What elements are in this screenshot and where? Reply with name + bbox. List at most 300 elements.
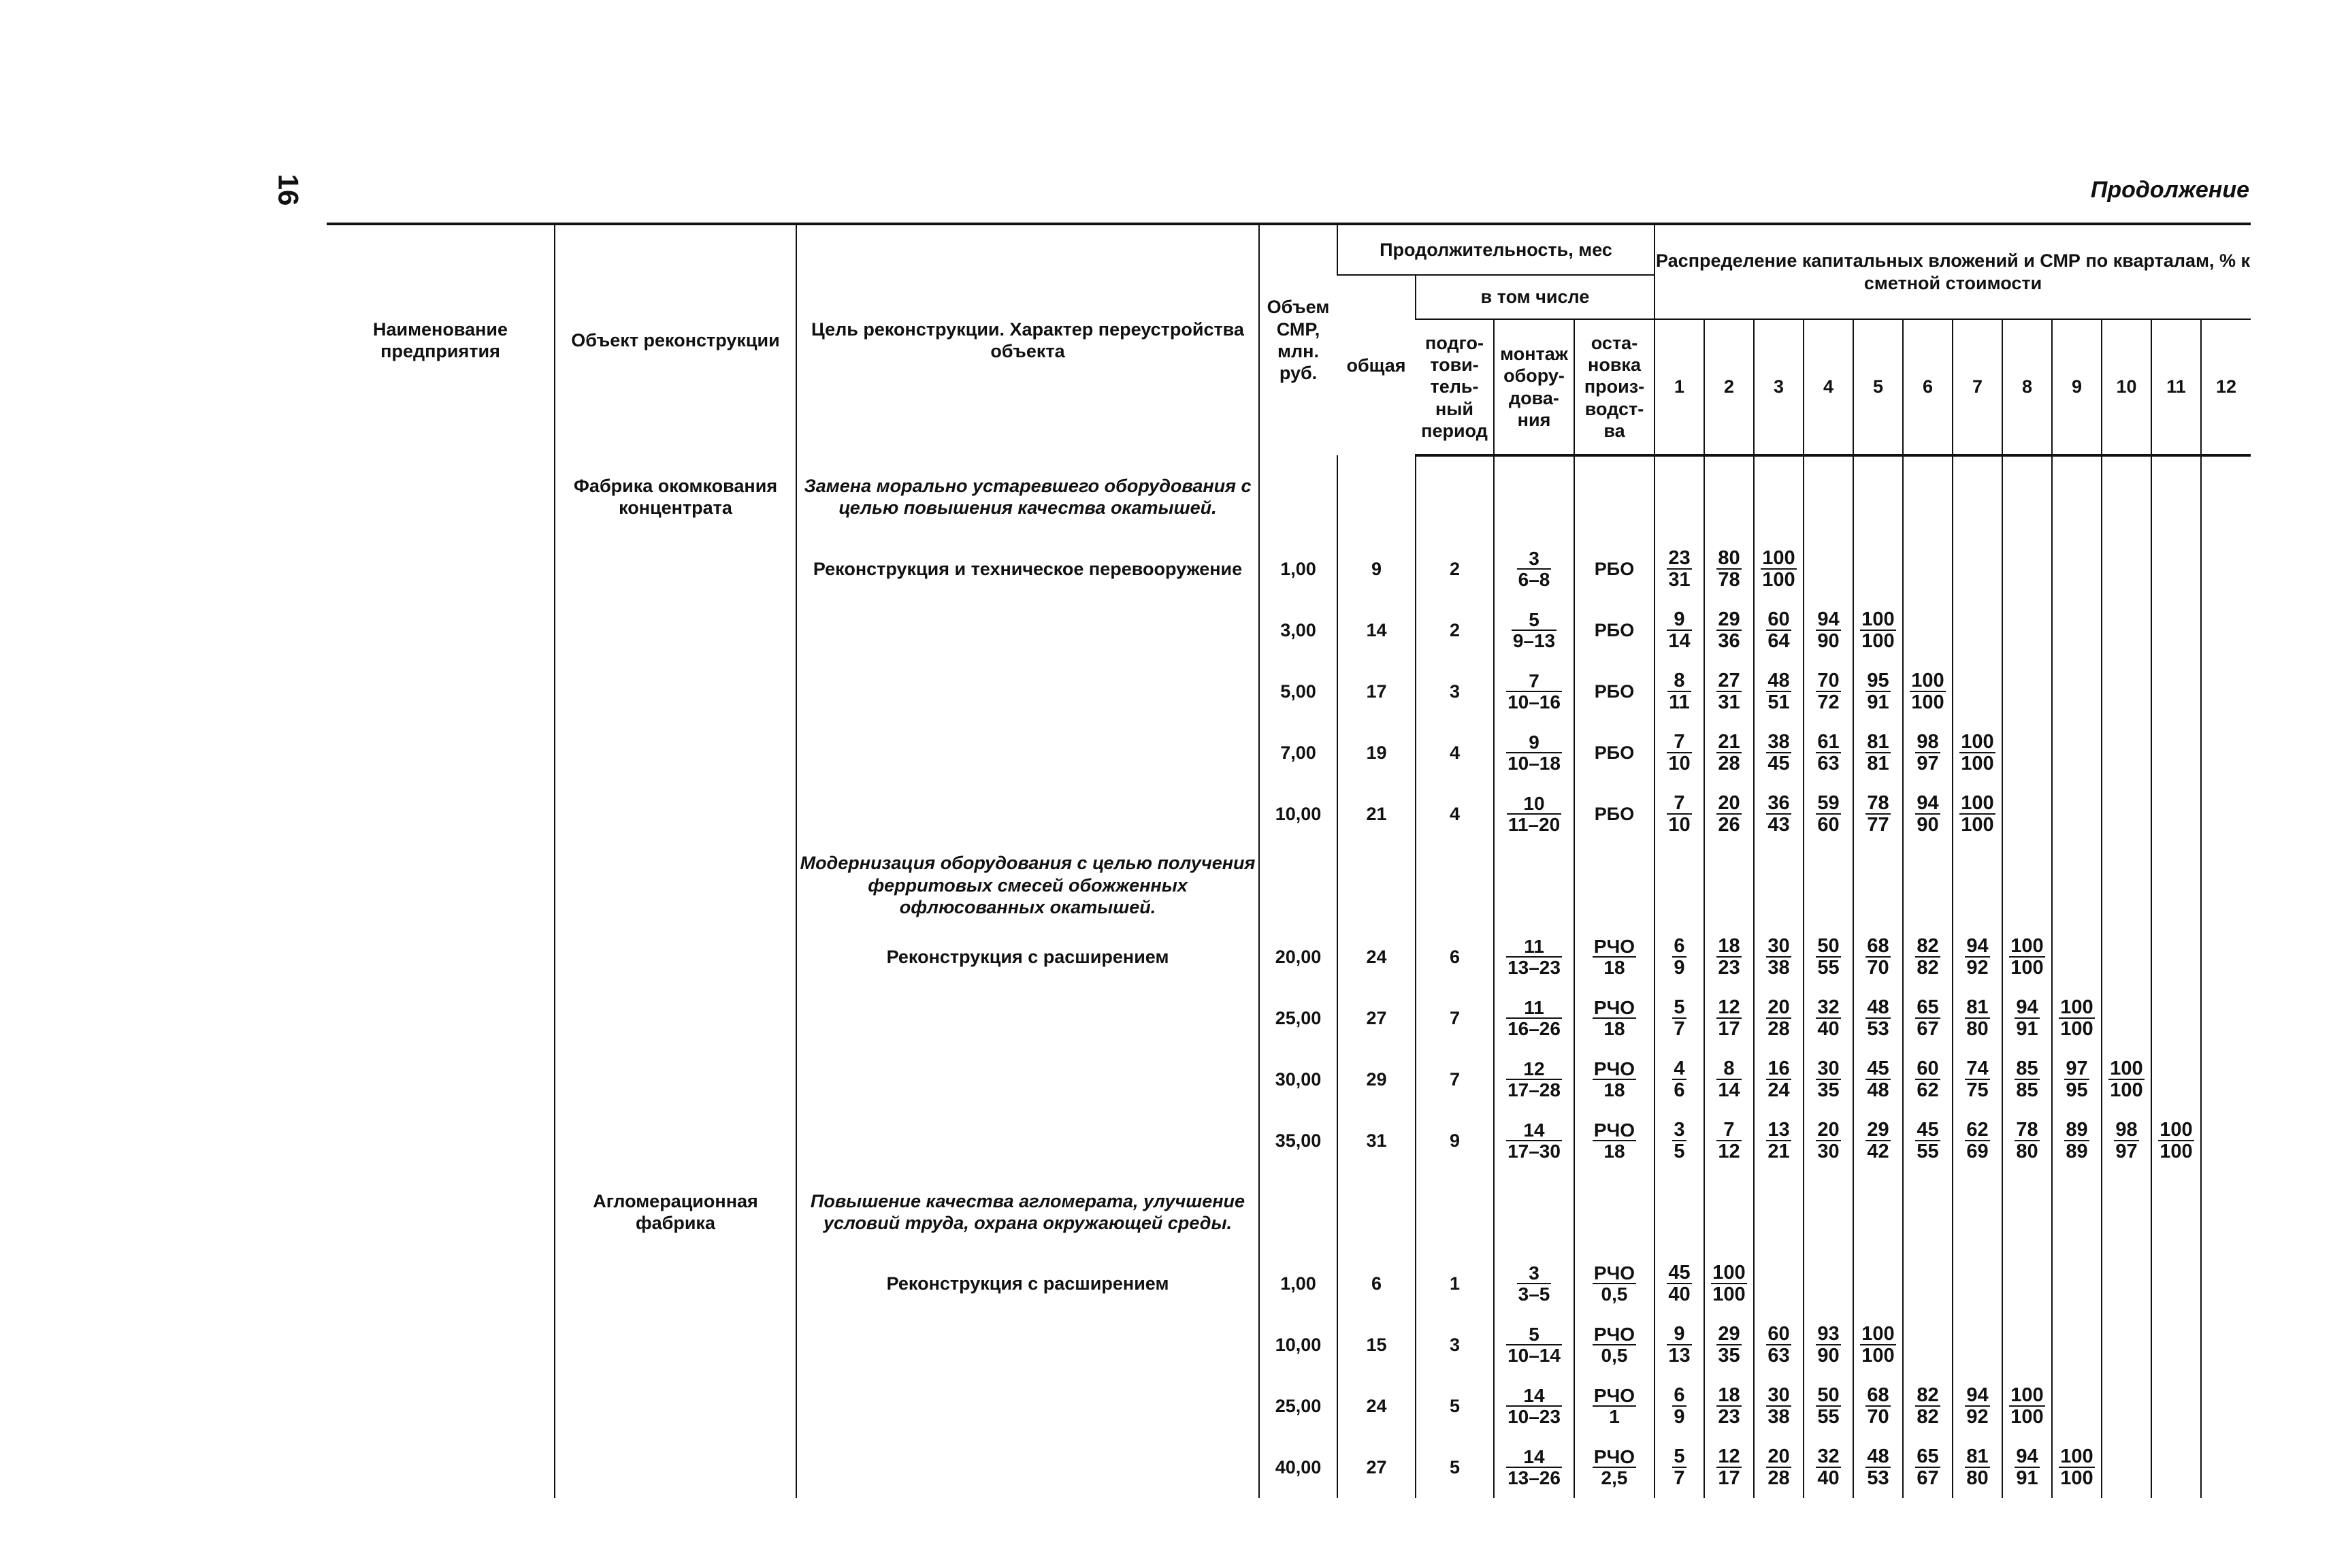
quarter-fraction-numerator: 100 xyxy=(1762,546,1795,569)
quarter-fraction-numerator: 48 xyxy=(1867,996,1889,1018)
quarter-fraction xyxy=(1711,1262,1746,1305)
empty-cell xyxy=(1574,845,1654,926)
quarter-fraction xyxy=(1816,1385,1840,1428)
quarter-fraction-denominator: 55 xyxy=(1817,957,1840,979)
quarter-fraction-denominator: 72 xyxy=(1817,691,1840,713)
table-row xyxy=(327,538,2251,600)
header-quarter: 2 xyxy=(1704,319,1754,455)
stop-fraction xyxy=(1593,1263,1636,1305)
purpose-cell xyxy=(796,1171,1259,1253)
quarter-fraction-denominator: 89 xyxy=(2066,1141,2088,1162)
install-fraction xyxy=(1506,1324,1562,1366)
quarter-cell xyxy=(2102,538,2151,600)
stop-fraction-denominator: 18 xyxy=(1603,1141,1625,1162)
total-duration-cell: 14 xyxy=(1337,600,1416,661)
quarter-fraction-numerator: 50 xyxy=(1817,934,1840,957)
quarter-fraction-numerator: 48 xyxy=(1867,1445,1889,1467)
quarter-fraction xyxy=(1816,732,1840,774)
quarter-fraction-numerator: 30 xyxy=(1817,1057,1840,1079)
quarter-cell xyxy=(1903,661,1953,722)
quarter-fraction-numerator: 68 xyxy=(1867,1384,1889,1406)
header-quarter: 9 xyxy=(2052,319,2102,455)
quarter-fraction-denominator: 51 xyxy=(1767,691,1790,713)
quarter-cell xyxy=(2002,1314,2052,1375)
quarter-cell xyxy=(1853,783,1903,845)
quarter-fraction-numerator: 100 xyxy=(2010,934,2044,957)
quarter-fraction xyxy=(2059,997,2094,1040)
quarter-fraction xyxy=(1965,997,1989,1040)
install-fraction-denominator: 10–23 xyxy=(1507,1406,1561,1427)
stop-cell xyxy=(1574,1314,1654,1375)
quarter-fraction-denominator: 14 xyxy=(1668,630,1691,652)
quarter-fraction-denominator: 28 xyxy=(1767,1467,1790,1489)
empty-cell xyxy=(1953,455,2002,538)
install-cell xyxy=(1494,1110,1574,1171)
total-duration-cell: 29 xyxy=(1337,1049,1416,1110)
volume-cell: 5,00 xyxy=(1259,661,1337,722)
volume-cell: 1,00 xyxy=(1259,1253,1337,1314)
table-row xyxy=(327,722,2251,783)
quarter-cell xyxy=(2052,1314,2102,1375)
quarter-cell xyxy=(1804,538,1853,600)
quarter-fraction-numerator: 8 xyxy=(1716,1058,1741,1080)
quarter-fraction xyxy=(1959,732,1995,774)
quarter-fraction xyxy=(1672,1058,1686,1101)
quarter-fraction-numerator: 62 xyxy=(1966,1118,1989,1141)
total-duration-cell: 15 xyxy=(1337,1314,1416,1375)
header-quarter: 1 xyxy=(1654,319,1704,455)
quarter-fraction xyxy=(1816,936,1840,979)
install-fraction-denominator: 6–8 xyxy=(1518,569,1550,590)
quarter-cell xyxy=(1853,538,1903,600)
quarter-fraction-denominator: 64 xyxy=(1767,630,1790,652)
install-cell xyxy=(1494,926,1574,987)
stop-fraction-denominator: 18 xyxy=(1603,1079,1625,1100)
prep-period-cell: 3 xyxy=(1416,661,1494,722)
quarter-fraction xyxy=(1766,997,1791,1040)
quarter-cell xyxy=(1654,661,1704,722)
quarter-cell xyxy=(2201,1253,2251,1314)
enterprise-cell xyxy=(327,1253,555,1314)
quarter-cell xyxy=(1903,722,1953,783)
stop-cell xyxy=(1574,1253,1654,1314)
quarter-cell xyxy=(2201,1110,2251,1171)
quarter-fraction-denominator: 7 xyxy=(1674,1018,1685,1040)
quarter-fraction-numerator: 100 xyxy=(1961,791,1994,814)
install-fraction xyxy=(1517,549,1552,590)
quarter-fraction-numerator: 82 xyxy=(1917,934,1939,957)
install-fraction-numerator: 3 xyxy=(1517,549,1552,570)
install-fraction-denominator: 10–16 xyxy=(1507,691,1561,713)
empty-cell xyxy=(1574,455,1654,538)
object-cell xyxy=(555,783,796,845)
header-duration-total: общая xyxy=(1346,355,1406,376)
quarter-fraction xyxy=(1716,793,1741,836)
quarter-cell xyxy=(2151,783,2201,845)
quarter-fraction-denominator: 36 xyxy=(1718,630,1740,652)
character-cell xyxy=(796,600,1259,661)
empty-cell xyxy=(2052,1171,2102,1253)
table-row xyxy=(327,1253,2251,1314)
prep-period-cell: 5 xyxy=(1416,1375,1494,1437)
quarter-fraction xyxy=(1667,548,1691,591)
quarter-fraction-denominator: 12 xyxy=(1718,1141,1740,1162)
quarter-cell xyxy=(1754,1110,1804,1171)
quarter-fraction xyxy=(1667,609,1691,652)
volume-cell: 7,00 xyxy=(1259,722,1337,783)
quarter-fraction-denominator: 100 xyxy=(1712,1284,1746,1305)
object-cell xyxy=(555,1437,796,1498)
header-quarter: 6 xyxy=(1903,319,1953,455)
quarter-cell xyxy=(1654,600,1704,661)
prep-period-cell: 6 xyxy=(1416,926,1494,987)
empty-cell xyxy=(1953,1171,2002,1253)
total-duration-cell: 19 xyxy=(1337,722,1416,783)
quarter-fraction xyxy=(1959,793,1995,836)
quarter-cell xyxy=(2002,987,2052,1049)
quarter-fraction xyxy=(1766,732,1791,774)
empty-cell xyxy=(1494,455,1574,538)
quarter-cell xyxy=(1853,661,1903,722)
install-fraction xyxy=(1506,1059,1562,1100)
quarter-cell xyxy=(1704,1437,1754,1498)
quarter-fraction-numerator: 50 xyxy=(1817,1384,1840,1406)
header-quarter: 5 xyxy=(1853,319,1903,455)
quarter-fraction-numerator: 20 xyxy=(1767,996,1790,1018)
quarter-fraction-numerator: 20 xyxy=(1718,791,1740,814)
empty-cell xyxy=(1416,1171,1494,1253)
quarter-cell xyxy=(2052,1375,2102,1437)
total-duration-cell: 21 xyxy=(1337,783,1416,845)
character-cell xyxy=(796,1049,1259,1110)
quarter-fraction xyxy=(1667,1262,1691,1305)
quarter-cell xyxy=(1903,538,1953,600)
quarter-fraction-numerator: 21 xyxy=(1718,730,1740,753)
quarter-cell xyxy=(1654,538,1704,600)
enterprise-cell xyxy=(327,1437,555,1498)
quarter-cell xyxy=(1654,926,1704,987)
quarter-fraction xyxy=(1865,1385,1890,1428)
volume-cell: 10,00 xyxy=(1259,783,1337,845)
quarter-cell xyxy=(1903,1375,1953,1437)
quarter-fraction-denominator: 35 xyxy=(1817,1079,1840,1101)
quarter-fraction-denominator: 80 xyxy=(1966,1467,1989,1489)
quarter-fraction-numerator: 100 xyxy=(1861,1322,1895,1345)
object-cell xyxy=(555,1049,796,1110)
quarter-fraction-denominator: 100 xyxy=(2110,1079,2143,1101)
quarter-fraction-numerator: 27 xyxy=(1718,669,1740,691)
quarter-cell xyxy=(2151,600,2201,661)
quarter-fraction xyxy=(1865,1058,1890,1101)
quarter-fraction-denominator: 10 xyxy=(1668,814,1691,836)
quarter-fraction xyxy=(1865,936,1890,979)
stop-fraction xyxy=(1593,1324,1636,1366)
quarter-fraction-denominator: 63 xyxy=(1767,1345,1790,1367)
install-fraction-denominator: 10–18 xyxy=(1507,753,1561,774)
quarter-cell xyxy=(1953,600,2002,661)
quarter-fraction-numerator: 6 xyxy=(1674,1384,1685,1406)
quarter-fraction-denominator: 43 xyxy=(1767,814,1790,836)
stop-cell: РБО xyxy=(1574,661,1654,722)
empty-cell xyxy=(2102,845,2151,926)
install-cell xyxy=(1494,1314,1574,1375)
quarter-fraction-numerator: 65 xyxy=(1917,996,1939,1018)
character-cell xyxy=(796,1110,1259,1171)
quarter-fraction xyxy=(1915,1385,1940,1428)
stop-cell: РБО xyxy=(1574,783,1654,845)
empty-cell xyxy=(1804,845,1853,926)
quarter-fraction xyxy=(1865,793,1890,836)
quarter-fraction-denominator: 10 xyxy=(1668,753,1691,774)
quarter-fraction-denominator: 35 xyxy=(1718,1345,1740,1367)
empty-cell xyxy=(1853,455,1903,538)
empty-cell xyxy=(1953,845,2002,926)
quarter-cell xyxy=(1654,783,1704,845)
stop-fraction-numerator: РЧО xyxy=(1593,1058,1635,1079)
quarter-fraction-numerator: 61 xyxy=(1817,730,1840,753)
quarter-cell xyxy=(1953,987,2002,1049)
quarter-cell xyxy=(1804,1253,1853,1314)
install-fraction-denominator: 17–28 xyxy=(1507,1079,1561,1100)
quarter-fraction xyxy=(2064,1120,2089,1162)
quarter-fraction-denominator: 13 xyxy=(1668,1345,1691,1367)
quarter-fraction-numerator: 93 xyxy=(1817,1322,1840,1345)
quarter-fraction xyxy=(2108,1058,2144,1101)
quarter-fraction-denominator: 5 xyxy=(1674,1141,1685,1162)
quarter-fraction-denominator: 38 xyxy=(1767,957,1790,979)
quarter-cell xyxy=(1704,987,1754,1049)
stop-cell xyxy=(1574,1375,1654,1437)
quarter-fraction xyxy=(1716,1120,1741,1162)
quarter-fraction-denominator: 17 xyxy=(1718,1018,1740,1040)
quarter-fraction-denominator: 67 xyxy=(1917,1018,1939,1040)
header-quarter: 12 xyxy=(2201,319,2251,455)
quarter-fraction-numerator: 32 xyxy=(1817,1445,1840,1467)
stop-cell xyxy=(1574,926,1654,987)
quarter-cell xyxy=(1754,1437,1804,1498)
quarter-cell xyxy=(1754,722,1804,783)
quarter-fraction-numerator: 95 xyxy=(1867,669,1889,691)
empty-cell xyxy=(1754,845,1804,926)
quarter-fraction-denominator: 100 xyxy=(2060,1467,2093,1489)
object-cell xyxy=(555,1110,796,1171)
empty-cell xyxy=(1754,1171,1804,1253)
quarter-cell xyxy=(1704,783,1754,845)
quarter-fraction-denominator: 7 xyxy=(1674,1467,1685,1489)
empty-cell xyxy=(1903,845,1953,926)
install-fraction-numerator: 5 xyxy=(1512,610,1556,631)
quarter-cell xyxy=(2052,1253,2102,1314)
quarter-cell xyxy=(1953,783,2002,845)
purpose-text: Модернизация оборудования с целью получения ферритовых смесей обожженных офлюсованных окатышей. xyxy=(800,853,1256,918)
quarter-fraction-denominator: 9 xyxy=(1674,957,1685,979)
quarter-cell xyxy=(1953,1253,2002,1314)
quarter-fraction xyxy=(1766,670,1791,713)
object-cell xyxy=(555,538,796,600)
enterprise-cell xyxy=(327,600,555,661)
volume-cell: 25,00 xyxy=(1259,987,1337,1049)
header-quarter: 10 xyxy=(2102,319,2151,455)
quarter-fraction-numerator: 81 xyxy=(1966,1445,1989,1467)
quarter-cell xyxy=(2102,783,2151,845)
quarter-fraction xyxy=(1667,793,1691,836)
quarter-fraction-denominator: 53 xyxy=(1867,1018,1889,1040)
quarter-cell xyxy=(1654,1437,1704,1498)
empty-cell xyxy=(2201,845,2251,926)
volume-cell: 40,00 xyxy=(1259,1437,1337,1498)
quarter-fraction xyxy=(1672,1120,1686,1162)
header-purpose: Цель реконструкции. Характер переустройства объекта xyxy=(796,224,1259,455)
quarter-cell xyxy=(2151,1049,2201,1110)
quarter-fraction xyxy=(1816,1058,1840,1101)
quarter-fraction xyxy=(1667,670,1691,713)
empty-cell xyxy=(1804,1171,1853,1253)
quarter-cell xyxy=(2102,1253,2151,1314)
install-fraction-denominator: 17–30 xyxy=(1507,1141,1561,1162)
quarter-fraction-numerator: 20 xyxy=(1817,1118,1840,1141)
install-fraction-numerator: 11 xyxy=(1506,936,1562,958)
volume-cell: 35,00 xyxy=(1259,1110,1337,1171)
quarter-fraction-denominator: 90 xyxy=(1817,630,1840,652)
quarter-fraction-denominator: 78 xyxy=(1718,569,1740,591)
empty-cell xyxy=(1416,845,1494,926)
quarter-fraction-numerator: 100 xyxy=(2010,1384,2044,1406)
stop-fraction-denominator: 1 xyxy=(1609,1406,1620,1427)
prep-period-cell: 5 xyxy=(1416,1437,1494,1498)
empty-cell xyxy=(2201,1171,2251,1253)
quarter-cell xyxy=(1903,1314,1953,1375)
quarter-fraction-denominator: 17 xyxy=(1718,1467,1740,1489)
stop-cell: РБО xyxy=(1574,600,1654,661)
quarter-cell xyxy=(2002,661,2052,722)
install-cell xyxy=(1494,600,1574,661)
quarter-fraction-denominator: 40 xyxy=(1668,1284,1691,1305)
empty-cell xyxy=(1337,455,1416,538)
quarter-fraction-denominator: 90 xyxy=(1917,814,1939,836)
quarter-fraction-denominator: 100 xyxy=(1961,814,1994,836)
quarter-fraction-numerator: 94 xyxy=(1966,934,1989,957)
install-fraction-numerator: 14 xyxy=(1506,1447,1562,1468)
quarter-fraction-numerator: 60 xyxy=(1917,1057,1939,1079)
total-duration-cell: 27 xyxy=(1337,987,1416,1049)
quarter-fraction xyxy=(1716,1446,1741,1489)
quarter-fraction xyxy=(1965,1385,1989,1428)
quarter-cell xyxy=(1804,1437,1853,1498)
quarter-fraction xyxy=(1915,793,1940,836)
empty-cell xyxy=(1804,455,1853,538)
quarter-fraction-numerator: 13 xyxy=(1767,1118,1790,1141)
volume-cell: 3,00 xyxy=(1259,600,1337,661)
quarter-fraction-numerator: 4 xyxy=(1674,1057,1685,1079)
quarter-cell xyxy=(1754,600,1804,661)
empty-cell xyxy=(2102,455,2151,538)
quarter-cell xyxy=(1654,1375,1704,1437)
quarter-fraction xyxy=(1965,1446,1989,1489)
enterprise-cell xyxy=(327,661,555,722)
quarter-cell xyxy=(1804,661,1853,722)
quarter-cell xyxy=(1953,1375,2002,1437)
object-cell xyxy=(555,987,796,1049)
prep-period-cell: 4 xyxy=(1416,783,1494,845)
stop-fraction xyxy=(1593,998,1636,1039)
quarter-fraction xyxy=(1672,936,1686,979)
quarter-cell xyxy=(2151,538,2201,600)
quarter-fraction-numerator: 80 xyxy=(1718,546,1740,569)
character-cell: Реконструкция с расширением xyxy=(796,926,1259,987)
empty-cell xyxy=(2102,1171,2151,1253)
quarter-fraction-denominator: 63 xyxy=(1817,753,1840,774)
quarter-cell xyxy=(2002,926,2052,987)
prep-period-cell: 7 xyxy=(1416,987,1494,1049)
install-cell xyxy=(1494,1375,1574,1437)
quarter-cell xyxy=(2052,1110,2102,1171)
quarter-fraction-denominator: 42 xyxy=(1867,1141,1889,1162)
quarter-cell xyxy=(2102,1375,2151,1437)
quarter-fraction xyxy=(1667,1324,1691,1367)
quarter-cell xyxy=(2052,926,2102,987)
quarter-fraction-numerator: 48 xyxy=(1767,669,1790,691)
install-cell xyxy=(1494,783,1574,845)
quarter-cell xyxy=(1853,1253,1903,1314)
quarter-fraction-numerator: 100 xyxy=(2110,1057,2143,1079)
quarter-fraction xyxy=(1965,1058,1989,1101)
quarter-fraction-numerator: 89 xyxy=(2066,1118,2088,1141)
quarter-cell xyxy=(2102,661,2151,722)
quarter-fraction xyxy=(1716,609,1741,652)
quarter-cell xyxy=(2201,722,2251,783)
quarter-fraction xyxy=(1816,1446,1840,1489)
header-distribution: Распределение капитальных вложений и СМР по кварталам, % к сметной стоимости xyxy=(1654,224,2251,319)
quarter-fraction xyxy=(1915,936,1940,979)
install-cell xyxy=(1494,538,1574,600)
quarter-fraction-numerator: 59 xyxy=(1817,791,1840,814)
header-enterprise: Наименование предприятия xyxy=(327,224,555,455)
quarter-fraction-denominator: 100 xyxy=(2010,957,2044,979)
total-duration-cell: 31 xyxy=(1337,1110,1416,1171)
continuation-label: Продолжение xyxy=(2090,177,2249,203)
quarter-cell xyxy=(1804,783,1853,845)
quarter-fraction xyxy=(1766,1120,1791,1162)
quarter-cell xyxy=(1704,722,1754,783)
quarter-fraction-denominator: 31 xyxy=(1718,691,1740,713)
install-fraction-denominator: 16–26 xyxy=(1507,1018,1561,1039)
prep-period-cell: 9 xyxy=(1416,1110,1494,1171)
quarter-fraction-denominator: 100 xyxy=(1861,630,1895,652)
quarter-cell xyxy=(2151,1437,2201,1498)
empty-cell xyxy=(1754,455,1804,538)
character-cell: Реконструкция и техническое перевооружение xyxy=(796,538,1259,600)
quarter-cell xyxy=(1754,1049,1804,1110)
volume-cell: 10,00 xyxy=(1259,1314,1337,1375)
quarter-fraction-denominator: 40 xyxy=(1817,1467,1840,1489)
quarter-fraction-numerator: 100 xyxy=(2060,996,2093,1018)
quarter-cell xyxy=(2201,987,2251,1049)
quarter-fraction xyxy=(1672,1385,1686,1428)
quarter-cell xyxy=(1804,926,1853,987)
quarter-cell xyxy=(2002,1253,2052,1314)
total-duration-cell: 27 xyxy=(1337,1437,1416,1498)
total-duration-cell: 24 xyxy=(1337,1375,1416,1437)
object-cell: Фабрика окомкования концентрата xyxy=(555,455,796,538)
total-duration-cell: 9 xyxy=(1337,538,1416,600)
quarter-fraction-denominator: 100 xyxy=(1861,1345,1895,1367)
quarter-fraction-denominator: 100 xyxy=(2159,1141,2193,1162)
quarter-cell xyxy=(2201,1437,2251,1498)
quarter-fraction xyxy=(1915,1120,1940,1162)
schedule-table-wrapper xyxy=(327,223,2251,1489)
quarter-fraction-numerator: 20 xyxy=(1767,1445,1790,1467)
quarter-fraction-denominator: 55 xyxy=(1917,1141,1939,1162)
